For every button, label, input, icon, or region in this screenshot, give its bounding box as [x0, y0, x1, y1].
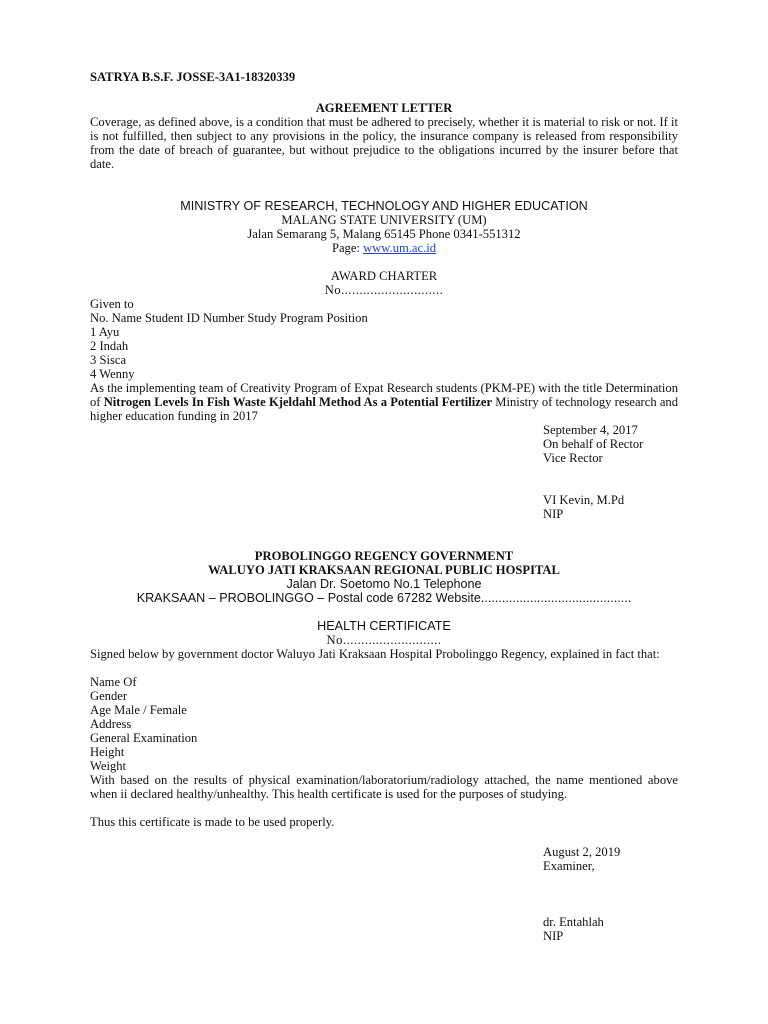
recipient-row: 2 Indah	[90, 339, 129, 353]
ministry-name: MINISTRY OF RESEARCH, TECHNOLOGY AND HIGHER EDUCATION	[180, 199, 588, 213]
university-page	[90, 241, 678, 255]
hospital-block	[90, 549, 678, 605]
ministry-block	[90, 199, 678, 255]
university-name: MALANG STATE UNIVERSITY (UM)	[281, 213, 487, 227]
award-recipients	[90, 297, 678, 381]
field-name: Name Of	[90, 675, 137, 689]
page-label: Page:	[331, 241, 364, 255]
university-address: Jalan Semarang 5, Malang 65145 Phone 0341-551312	[247, 227, 521, 241]
regency-name: PROBOLINGGO REGENCY GOVERNMENT	[254, 549, 514, 563]
award-charter-heading	[90, 269, 678, 297]
award-text-before: As the implementing team of Creativity Program of Expat Research students (PKM-PE) with the title Determination of	[90, 381, 678, 409]
hospital-address: Jalan Dr. Soetomo No.1 Telephone	[286, 577, 482, 591]
health-fields	[90, 675, 678, 773]
health-signer-name: dr. Entahlah	[543, 915, 604, 929]
field-height: Height	[90, 745, 125, 759]
recipient-row: 4 Wenny	[90, 367, 135, 381]
university-website-link[interactable]: www.um.ac.id	[363, 241, 437, 255]
health-result: With based on the results of physical examination/laboratorium/radiology attached, the name mentioned above when ii declared healthy/unhealthy. This health certificate is used for the purposes of studying.	[90, 773, 678, 801]
health-closing: Thus this certificate is made to be used properly.	[90, 815, 335, 829]
award-number: No............................	[324, 283, 444, 297]
health-title: HEALTH CERTIFICATE	[317, 619, 451, 633]
award-signature-block	[543, 423, 643, 465]
field-age: Age Male / Female	[90, 703, 187, 717]
student-id-line: SATRYA B.S.F. JOSSE-3A1-18320339	[90, 70, 296, 84]
agreement-title: AGREEMENT LETTER	[315, 101, 453, 115]
award-research-title: Nitrogen Levels In Fish Waste Kjeldahl Method As a Potential Fertilizer	[103, 395, 493, 409]
field-general-exam: General Examination	[90, 731, 198, 745]
health-examiner: Examiner,	[543, 859, 595, 873]
award-on-behalf: On behalf of Rector	[543, 437, 644, 451]
award-text-after: Ministry of technology research and higher education funding in 2017	[90, 395, 679, 423]
award-signer-role: Vice Rector	[543, 451, 603, 465]
award-signer-block	[543, 493, 624, 521]
given-to-label: Given to	[90, 297, 134, 311]
recipient-row: 1 Ayu	[90, 325, 120, 339]
agreement-body: Coverage, as defined above, is a condition that must be adhered to precisely, whether it is material to risk or not. If it is not fulfilled, then subject to any provisions in the policy, the insurance company is released from responsibility from the date of breach of guarantee, but without prejudice to the obligations incurred by the insurer before that date.	[90, 115, 678, 171]
health-number: No...........................	[326, 633, 442, 647]
award-title: AWARD CHARTER	[330, 269, 438, 283]
health-date: August 2, 2019	[543, 845, 621, 859]
health-intro: Signed below by government doctor Waluyo Jati Kraksaan Hospital Probolinggo Regency, explained in fact that:	[90, 647, 660, 661]
health-signer-block	[543, 915, 604, 943]
award-signer-name: VI Kevin, M.Pd	[543, 493, 625, 507]
health-signature-block	[543, 845, 620, 873]
field-gender: Gender	[90, 689, 128, 703]
field-weight: Weight	[90, 759, 127, 773]
award-date: September 4, 2017	[543, 423, 638, 437]
recipient-row: 3 Sisca	[90, 353, 127, 367]
health-signer-nip: NIP	[543, 929, 564, 943]
field-address: Address	[90, 717, 132, 731]
health-certificate-heading	[90, 619, 678, 647]
award-signer-nip: NIP	[543, 507, 564, 521]
hospital-postal: KRAKSAAN – PROBOLINGGO – Postal code 67282 Website...........................................	[136, 591, 632, 605]
recipient-columns: No. Name Student ID Number Study Program Position	[90, 311, 368, 325]
award-statement	[90, 381, 678, 423]
hospital-name: WALUYO JATI KRAKSAAN REGIONAL PUBLIC HOSPITAL	[208, 563, 560, 577]
